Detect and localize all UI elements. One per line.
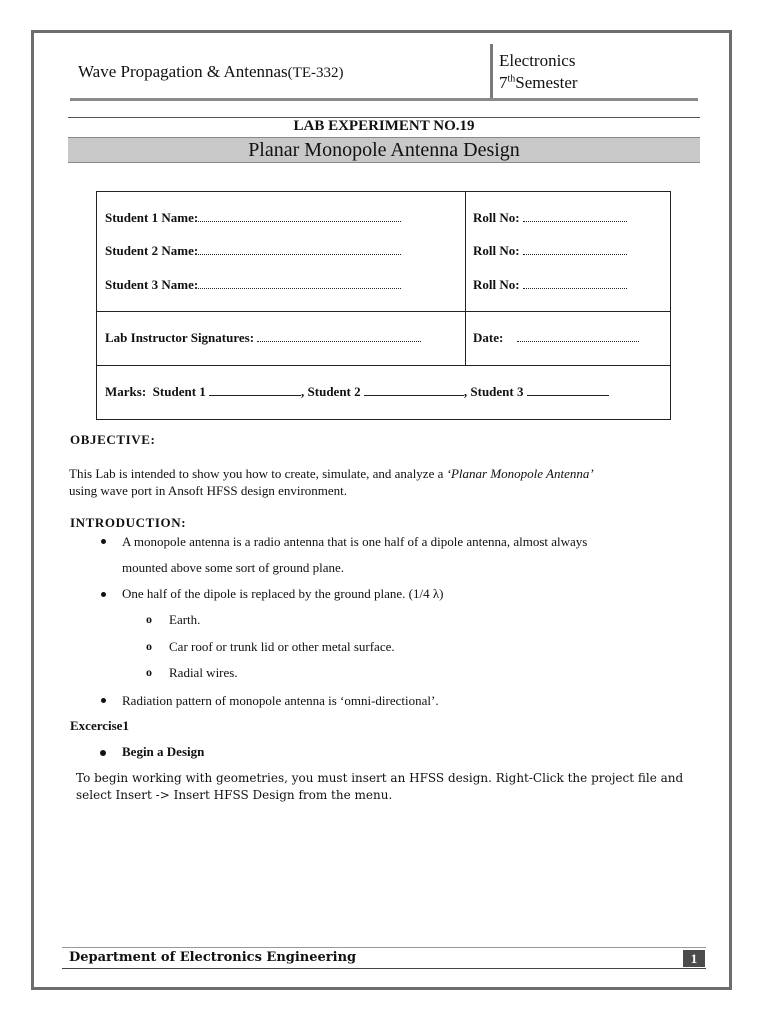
bullet-icon	[100, 750, 106, 756]
marks-student1-blank[interactable]	[209, 385, 301, 396]
student2-name-field[interactable]: Student 2 Name:	[105, 243, 401, 259]
intro-bullet-2: One half of the dipole is replaced by the ground plane. (1/4 λ)	[122, 586, 444, 601]
header-divider	[490, 44, 493, 99]
roll-no-field-3[interactable]: Roll No:	[473, 277, 627, 293]
page-number: 1	[683, 950, 705, 967]
exercise-instructions: To begin working with geometries, you must insert an HFSS design. Right-Click the project file and select Insert -> Insert HFSS Design from the menu.	[76, 771, 684, 802]
experiment-title: Planar Monopole Antenna Design	[68, 137, 700, 163]
instructor-signature-field[interactable]: Lab Instructor Signatures:	[105, 330, 421, 346]
sub-item-car-roof: Car roof or trunk lid or other metal surface.	[169, 639, 395, 654]
student-box-rule-2	[96, 365, 671, 366]
department-semester	[499, 50, 578, 94]
bullet-icon	[101, 698, 106, 703]
experiment-number: LAB EXPERIMENT NO.19	[293, 118, 475, 134]
exercise-step-begin-design: Begin a Design	[122, 744, 205, 759]
marks-student3-blank[interactable]	[527, 385, 609, 396]
footer-bottom-rule	[62, 968, 706, 969]
semester-label: 7thSemester	[499, 73, 578, 92]
introduction-heading: INTRODUCTION:	[70, 515, 187, 530]
sub-bullet-icon: o	[146, 665, 152, 679]
student1-name-field[interactable]: Student 1 Name:	[105, 210, 401, 226]
bullet-icon	[101, 539, 106, 544]
intro-bullet-3: Radiation pattern of monopole antenna is ‘omni-directional’.	[122, 693, 439, 708]
header-rule	[70, 98, 698, 101]
sub-item-earth: Earth.	[169, 612, 201, 627]
marks-student2-blank[interactable]	[364, 385, 464, 396]
marks-row: Marks: Student 1 , Student 2 , Student 3	[105, 384, 609, 400]
student-box-divider	[465, 191, 466, 365]
department-name: Electronics	[499, 51, 576, 70]
objective-emphasis: ‘Planar Monopole Antenna’	[446, 466, 594, 481]
course-code: (TE-332)	[287, 65, 344, 81]
page-border	[31, 30, 732, 990]
roll-no-field-2[interactable]: Roll No:	[473, 243, 627, 259]
student3-name-field[interactable]: Student 3 Name:	[105, 277, 401, 293]
marks-label: Marks:	[105, 384, 147, 399]
bullet-icon	[101, 592, 106, 597]
intro-bullet-1: A monopole antenna is a radio antenna that is one half of a dipole antenna, almost always	[122, 534, 588, 549]
date-field[interactable]: Date:	[473, 330, 639, 346]
sub-bullet-icon: o	[146, 612, 152, 626]
roll-no-field-1[interactable]: Roll No:	[473, 210, 627, 226]
footer-top-rule	[62, 947, 706, 948]
intro-bullet-1-cont: mounted above some sort of ground plane.	[122, 560, 345, 575]
sub-bullet-icon: o	[146, 639, 152, 653]
footer-department: Department of Electronics Engineering	[69, 950, 357, 965]
student-box-rule-1	[96, 311, 671, 312]
exercise-heading: Excercise1	[70, 718, 129, 733]
objective-heading: OBJECTIVE:	[70, 432, 156, 447]
course-title: Wave Propagation & Antennas(TE-332)	[78, 62, 344, 81]
objective-text: This Lab is intended to show you how to create, simulate, and analyze a ‘Planar Monopole Antenna’ using wave port in Ansoft HFSS design environment.	[69, 466, 594, 498]
sub-item-radial-wires: Radial wires.	[169, 665, 238, 680]
